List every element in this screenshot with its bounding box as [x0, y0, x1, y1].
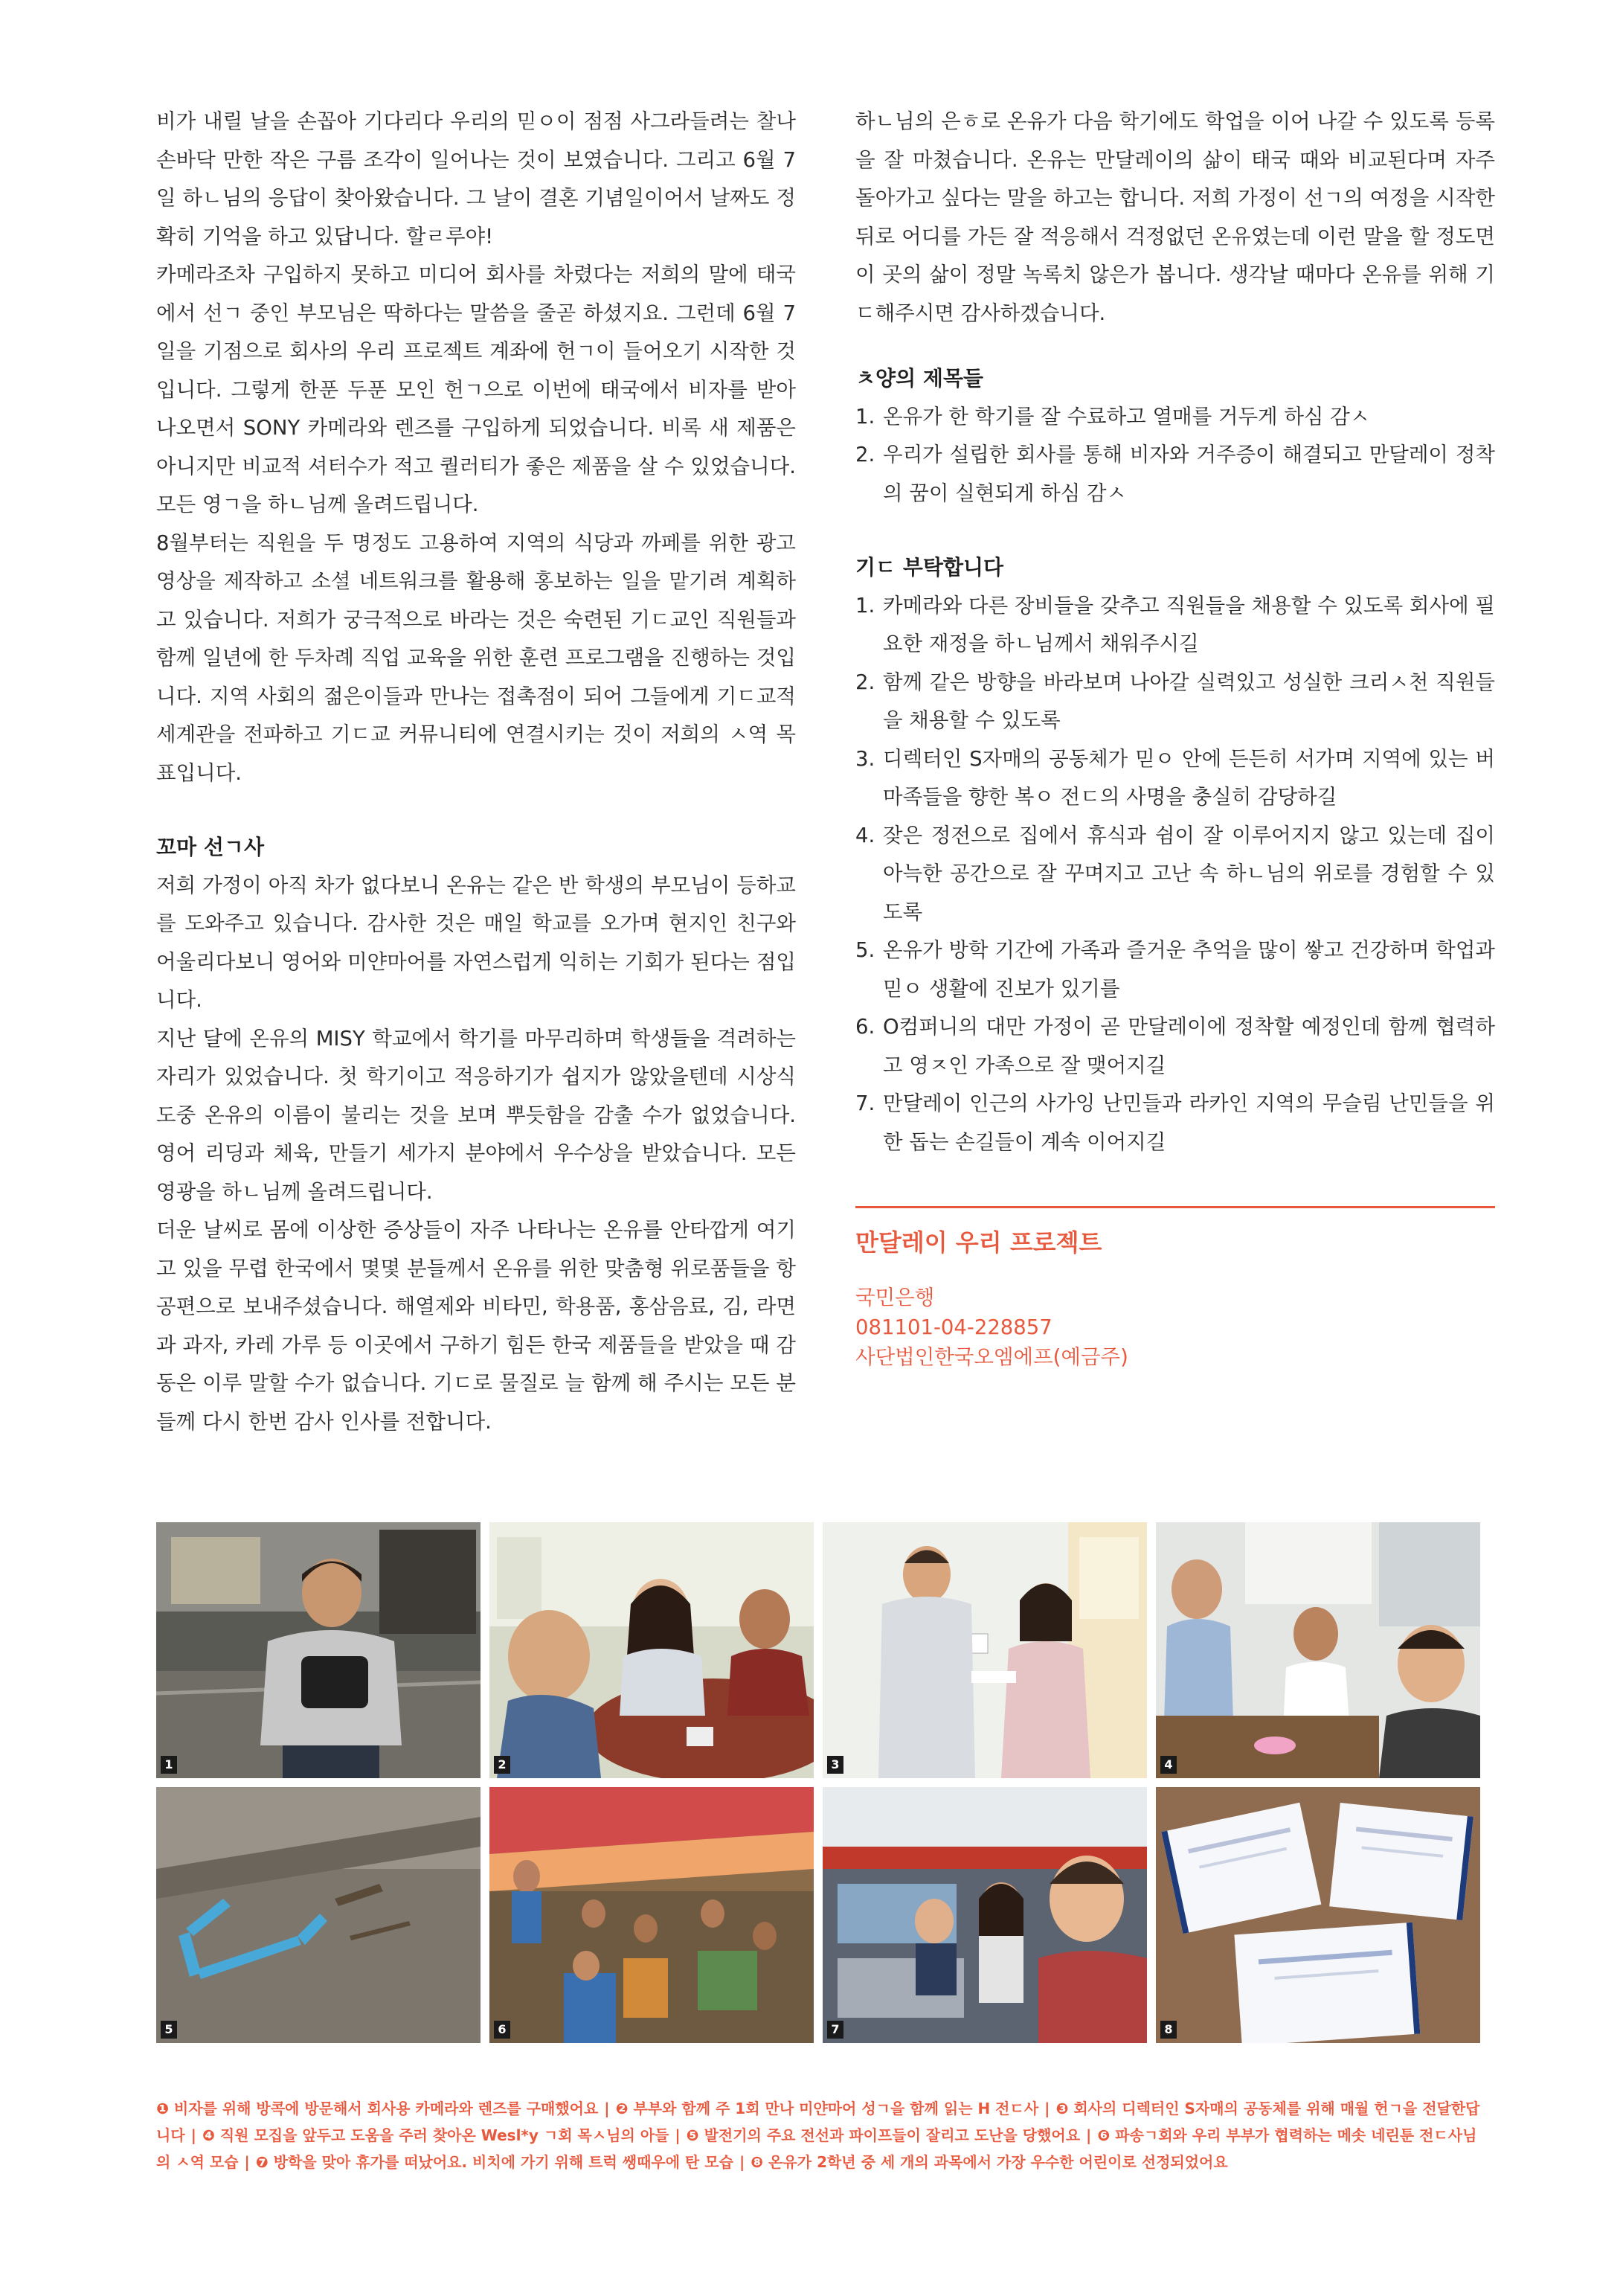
- photo-7: [823, 1787, 1147, 2043]
- photo-5: [156, 1787, 481, 2043]
- list-number: 5.: [855, 938, 875, 962]
- account-title: 만달레이 우리 프로젝트: [855, 1228, 1102, 1257]
- prayer-list: [855, 587, 1495, 1162]
- list-number: 2.: [855, 670, 875, 694]
- photo-3-image: [823, 1522, 1147, 1778]
- photo-7-image: [823, 1787, 1147, 2043]
- photo-5-image: [156, 1787, 481, 2043]
- bank-name: 국민은행: [855, 1286, 935, 1309]
- list-item-text: 온유가 방학 기간에 가족과 즐거운 추억을 많이 쌓고 건강하며 학업과 믿ㅇ 생활에 진보가 있기를: [883, 938, 1495, 1001]
- photo-4-image: [1156, 1522, 1480, 1778]
- photo-1: [156, 1522, 481, 1778]
- caption-3: ❸ 회사의 디렉터인 S자매의 공동체를 위해 매월 헌ㄱ을 전달한답니다: [156, 2100, 1480, 2144]
- paragraph: 지난 달에 온유의 MISY 학교에서 학기를 마무리하며 학생들을 격려하는 자리가 있었습니다. 첫 학기이고 적응하기가 쉽지가 않았을텐데 시상식 도중 온유의 이름이 불리는 것을 보며 뿌듯함을 감출 수가 없었습니다. 영어 리딩과 체육, 만들기 세가지 분야에서 우수상을 받았습니다. 모든 영광을 하ㄴ님께 올려드립니다.: [156, 1026, 796, 1204]
- list-item-text: 온유가 한 학기를 잘 수료하고 열매를 거두게 하심 감ㅅ: [883, 404, 1370, 429]
- photo-number-badge: 5: [161, 2021, 177, 2039]
- photo-8: [1156, 1787, 1480, 2043]
- praise-list: [855, 398, 1495, 513]
- caption-separator: |: [604, 2100, 610, 2117]
- caption-5: ❺ 발전기의 주요 전선과 파이프들이 잘리고 도난을 당했어요: [686, 2126, 1081, 2144]
- list-item-text: O컴퍼니의 대만 가정이 곧 만달레이에 정착할 예정인데 함께 협력하고 영ㅈ인 가족으로 잘 맺어지길: [883, 1015, 1495, 1077]
- caption-7: ❼ 방학을 맞아 휴가를 떠났어요. 비치에 가기 위해 트럭 쌩때우에 탄 모습: [255, 2153, 733, 2171]
- photo-number-badge: 6: [494, 2021, 510, 2039]
- caption-8: ❽ 온유가 2학년 중 세 개의 과목에서 가장 우수한 어린이로 선정되었어요: [751, 2153, 1228, 2171]
- list-item: [855, 398, 1495, 437]
- list-item: [855, 436, 1495, 513]
- photo-1-image: [156, 1522, 481, 1778]
- right-column: [855, 103, 1495, 1372]
- section-heading-praise: ㅊ양의 제목들: [855, 366, 984, 391]
- photo-6-image: [489, 1787, 814, 2043]
- section-heading-prayer: 기ㄷ 부탁합니다: [855, 555, 1004, 580]
- list-item-text: 만달레이 인근의 사가잉 난민들과 라카인 지역의 무슬림 난민들을 위한 돕는 손길들이 계속 이어지길: [883, 1091, 1495, 1154]
- photo-6: [489, 1787, 814, 2043]
- list-item-text: 잦은 정전으로 집에서 휴식과 쉼이 잘 이루어지지 않고 있는데 집이 아늑한 공간으로 잘 꾸며지고 고난 속 하ㄴ님의 위로를 경험할 수 있도록: [883, 823, 1495, 924]
- photo-captions: [156, 2095, 1480, 2175]
- caption-6: ❻ 파송ㄱ회와 우리 부부가 협력하는 메솟 네린툰 전ㄷ사님의 ㅅ역 모습: [156, 2126, 1477, 2171]
- list-item: [855, 740, 1495, 817]
- paragraph: 더운 날씨로 몸에 이상한 증상들이 자주 나타나는 온유를 안타깝게 여기고 있을 무렵 한국에서 몇몇 분들께서 온유를 위한 맞춤형 위로품들을 항공편으로 보내주셨습니다. 해열제와 비타민, 학용품, 홍삼음료, 김, 라면과 과자, 카레 가루 등 이곳에서 구하기 힘든 한국 제품들을 받았을 때 감동은 이루 말할 수가 없습니다. 기ㄷ로 물질로 늘 함께 해 주시는 모든 분들께 다시 한번 감사 인사를 전합니다.: [156, 1218, 796, 1434]
- section-heading-little-missionary: 꼬마 선ㄱ사: [156, 835, 264, 859]
- paragraph: 8월부터는 직원을 두 명정도 고용하여 지역의 식당과 까페를 위한 광고 영상을 제작하고 소셜 네트워크를 활용해 홍보하는 일을 맡기려 계획하고 있습니다. 저희가 궁극적으로 바라는 것은 숙련된 기ㄷ교인 직원들과 함께 일년에 한 두차례 직업 교육을 위한 훈련 프로그램을 진행하는 것입니다. 지역 사회의 젊은이들과 만나는 접촉점이 되어 그들에게 기ㄷ교적 세계관을 전파하고 기ㄷ교 커뮤니티에 연결시키는 것이 저희의 ㅅ역 목표입니다.: [156, 530, 796, 785]
- list-number: 4.: [855, 823, 875, 847]
- list-item-text: 우리가 설립한 회사를 통해 비자와 거주증이 해결되고 만달레이 정착의 꿈이 실현되게 하심 감ㅅ: [883, 443, 1495, 505]
- caption-4: ❹ 직원 모집을 앞두고 도움을 주러 찾아온 Wesl*y ㄱ회 목ㅅ님의 아들: [202, 2126, 669, 2144]
- photo-number-badge: 1: [161, 1756, 177, 1774]
- list-item-text: 디렉터인 S자매의 공동체가 믿ㅇ 안에 든든히 서가며 지역에 있는 버마족들을 향한 복ㅇ 전ㄷ의 사명을 충실히 감당하길: [883, 746, 1495, 809]
- caption-separator: |: [244, 2153, 250, 2171]
- paragraph: 카메라조차 구입하지 못하고 미디어 회사를 차렸다는 저희의 말에 태국에서 선ㄱ 중인 부모님은 딱하다는 말씀을 줄곧 하셨지요. 그런데 6월 7일을 기점으로 회사의 우리 프로젝트 계좌에 헌ㄱ이 들어오기 시작한 것입니다. 그렇게 한푼 두푼 모인 헌ㄱ으로 이번에 태국에서 비자를 받아 나오면서 SONY 카메라와 렌즈를 구입하게 되었습니다. 비록 새 제품은 아니지만 비교적 셔터수가 적고 퀄러티가 좋은 제품을 살 수 있었습니다. 모든 영ㄱ을 하ㄴ님께 올려드립니다.: [156, 263, 796, 516]
- photo-2: [489, 1522, 814, 1778]
- photo-number-badge: 8: [1160, 2021, 1177, 2039]
- account-number: 081101-04-228857: [855, 1315, 1052, 1339]
- left-column: [156, 103, 796, 1441]
- photo-4: [1156, 1522, 1480, 1778]
- caption-separator: |: [1086, 2126, 1092, 2144]
- list-item: [855, 1008, 1495, 1085]
- photo-number-badge: 4: [1160, 1756, 1177, 1774]
- list-item: [855, 817, 1495, 932]
- caption-2: ❷ 부부와 함께 주 1회 만나 미얀마어 성ㄱ을 함께 읽는 H 전ㄷ사: [615, 2100, 1039, 2117]
- photo-2-image: [489, 1522, 814, 1778]
- caption-separator: |: [675, 2126, 681, 2144]
- caption-separator: |: [1044, 2100, 1050, 2117]
- paragraph: 저희 가정이 아직 차가 없다보니 온유는 같은 반 학생의 부모님이 등하교를 도와주고 있습니다. 감사한 것은 매일 학교를 오가며 현지인 친구와 어울리다보니 영어와 미얀마어를 자연스럽게 익히는 기회가 된다는 점입니다.: [156, 873, 797, 1012]
- account-holder: 사단법인한국오엠에프(예금주): [855, 1345, 1128, 1369]
- list-number: 1.: [855, 593, 875, 618]
- caption-separator: |: [190, 2126, 196, 2144]
- list-number: 2.: [855, 443, 875, 466]
- photo-8-image: [1156, 1787, 1480, 2043]
- photo-number-badge: 3: [827, 1756, 843, 1774]
- paragraph: 하ㄴ님의 은ㅎ로 온유가 다음 학기에도 학업을 이어 나갈 수 있도록 등록을 잘 마쳤습니다. 온유는 만달레이의 삶이 태국 때와 비교된다며 자주 돌아가고 싶다는 말을 하고는 합니다. 저희 가정이 선ㄱ의 여정을 시작한 뒤로 어디를 가든 잘 적응해서 걱정없던 온유였는데 이런 말을 할 정도면 이 곳의 삶이 정말 녹록치 않은가 봅니다. 생각날 때마다 온유를 위해 기ㄷ해주시면 감사하겠습니다.: [855, 109, 1495, 325]
- photo-3: [823, 1522, 1147, 1778]
- list-item: [855, 1085, 1495, 1161]
- caption-separator: |: [739, 2153, 745, 2171]
- caption-1: ❶ 비자를 위해 방콕에 방문해서 회사용 카메라와 렌즈를 구매했어요: [156, 2100, 599, 2117]
- list-number: 1.: [855, 404, 875, 429]
- donation-account-box: [855, 1206, 1495, 1372]
- paragraph: 비가 내릴 날을 손꼽아 기다리다 우리의 믿ㅇ이 점점 사그라들려는 찰나 손바닥 만한 작은 구름 조각이 일어나는 것이 보였습니다. 그리고 6월 7일 하ㄴ님의 응답이 찾아왔습니다. 그 날이 결혼 기념일이어서 날짜도 정확히 기억을 하고 있답니다. 할ㄹ루야!: [156, 109, 796, 248]
- list-item-text: 카메라와 다른 장비들을 갖추고 직원들을 채용할 수 있도록 회사에 필요한 재정을 하ㄴ님께서 채워주시길: [883, 593, 1495, 655]
- photo-number-badge: 7: [827, 2021, 843, 2039]
- list-number: 6.: [855, 1015, 875, 1039]
- list-item-text: 함께 같은 방향을 바라보며 나아갈 실력있고 성실한 크리ㅅ천 직원들을 채용할 수 있도록: [883, 670, 1495, 732]
- list-number: 7.: [855, 1091, 875, 1115]
- photo-number-badge: 2: [494, 1756, 510, 1774]
- list-item: [855, 587, 1495, 664]
- list-number: 3.: [855, 746, 875, 771]
- list-item: [855, 664, 1495, 740]
- list-item: [855, 931, 1495, 1008]
